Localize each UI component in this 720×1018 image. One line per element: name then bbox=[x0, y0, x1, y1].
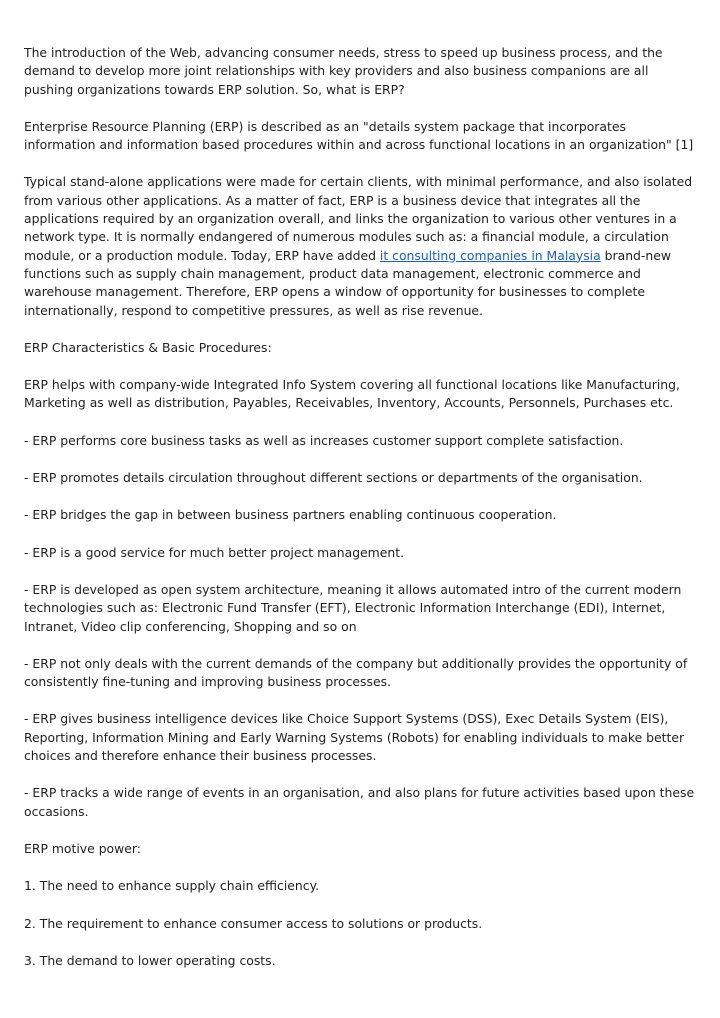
bullet-item: - ERP gives business intelligence devices like Choice Support Systems (DSS), Exec Details System (EIS), Reporting, Information Mining and Early Warning Systems (Robots) for enabling individuals to make better choices and therefore enhance their business processes. bbox=[24, 711, 685, 764]
bullet-item: - ERP bridges the gap in between business partners enabling continuous cooperation. bbox=[24, 507, 557, 523]
intro-paragraph: The introduction of the Web, advancing consumer needs, stress to speed up business process, and the demand to develop more joint relationships with key providers and also business companions are all pushing organizations towards ERP solution. So, what is ERP? bbox=[24, 45, 663, 97]
bullet-item: - ERP promotes details circulation throughout different sections or departments of the organisation. bbox=[24, 470, 643, 486]
characteristics-heading: ERP Characteristics & Basic Procedures: bbox=[24, 339, 272, 355]
bullet-item: - ERP tracks a wide range of events in an organisation, and also plans for future activities based upon these occasions. bbox=[24, 785, 695, 819]
bullet-item: - ERP is developed as open system architecture, meaning it allows automated intro of the current modern technologies such as: Electronic Fund Transfer (EFT), Electronic Information Interchange (EDI), Internet, Intranet, Video clip conferencing, Shopping and so on bbox=[24, 581, 682, 634]
characteristics-intro: ERP helps with company-wide Integrated Info System covering all functional locations like Manufacturing, Marketing as well as distribution, Payables, Receivables, Inventory, Accounts, Personnels, Purchases etc. bbox=[24, 377, 680, 411]
bullet-item: - ERP performs core business tasks as well as increases customer support complete satisfaction. bbox=[24, 432, 624, 448]
typical-paragraph bbox=[24, 173, 696, 319]
definition-paragraph: Enterprise Resource Planning (ERP) is described as an "details system package that incorporates information and information based procedures within and across functional locations in an organization" [1] bbox=[24, 118, 694, 153]
typical-text-before-link: Typical stand-alone applications were made for certain clients, with minimal performance, and also isolated from various other applications. As a matter of fact, ERP is a business device that integrates all the applications required by an organization overall, and links the organization to various other ventures in a network type. It is normally endangered of numerous modules such as: a financial module, a circulation module, or a production module. Today, ERP have added bbox=[24, 174, 693, 263]
bullet-item: - ERP is a good service for much better project management. bbox=[24, 544, 405, 560]
motive-item: 3. The demand to lower operating costs. bbox=[24, 952, 276, 968]
bullet-item: - ERP not only deals with the current demands of the company but additionally provides the opportunity of consistently fine-tuning and improving business processes. bbox=[24, 655, 688, 690]
article-body bbox=[24, 44, 696, 989]
motive-item: 2. The requirement to enhance consumer access to solutions or products. bbox=[24, 915, 483, 931]
typical-text-after-link: brand-new functions such as supply chain management, product data management, electronic commerce and warehouse management. Therefore, ERP opens a window of opportunity for businesses to complete internationally, respond to competitive pressures, as well as rise revenue. bbox=[24, 247, 671, 318]
motive-item: 1. The need to enhance supply chain efficiency. bbox=[24, 878, 320, 894]
it-consulting-link[interactable]: it consulting companies in Malaysia bbox=[379, 247, 601, 263]
motive-heading: ERP motive power: bbox=[24, 840, 141, 856]
